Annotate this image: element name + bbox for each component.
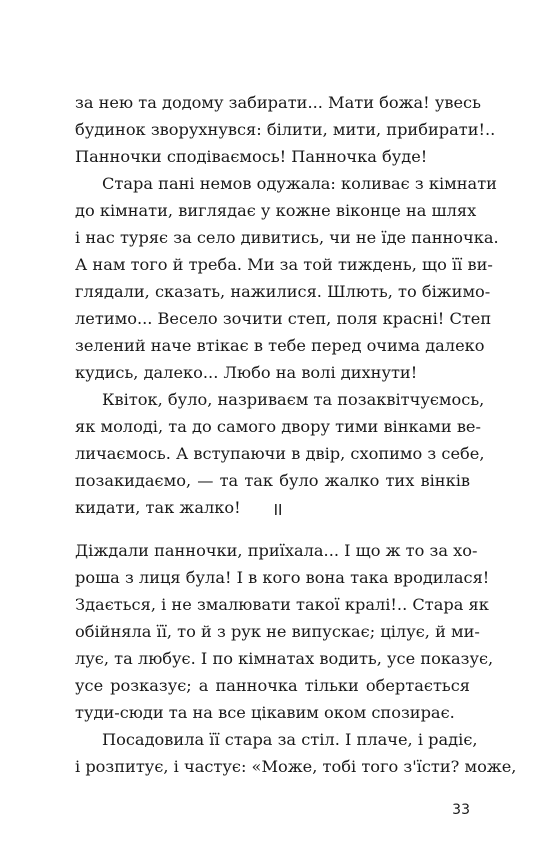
text-line: до кімнати, виглядає у кожне віконце на шлях: [75, 201, 477, 220]
text-line: кидати, так жалко!: [75, 498, 241, 517]
text-line: летимо... Весело зочити степ, поля красні! Степ: [75, 309, 492, 328]
text-line: як молоді, та до самого двору тими вінками ве-: [75, 417, 481, 436]
text-line: і розпитує, і частує: «Може, тобі того з'їсти? може,: [75, 757, 517, 776]
text-line: Стара пані немов одужала: коливає з кімнати: [102, 174, 497, 193]
text-line: і нас туряє за село дивитись, чи не їде панночка.: [75, 228, 499, 247]
text-line: лує, та любує. І по кімнатах водить, усе показує,: [75, 649, 494, 668]
text-line: А нам того й треба. Ми за той тиждень, що її ви-: [75, 255, 493, 274]
text-line: обійняла її, то й з рук не випускає; цілує, й ми-: [75, 622, 480, 641]
text-line: усе розказує; а панночка тільки обертається: [75, 676, 470, 695]
text-line: Панночки сподіваємось! Панночка буде!: [75, 147, 428, 166]
text-line: роша з лиця була! І в кого вона така вродилася!: [75, 568, 490, 587]
text-line: позакидаємо, — та так було жалко тих вінків: [75, 471, 470, 490]
page-number: 33: [452, 802, 470, 818]
text-line: Посадовила її стара за стіл. І плаче, і радіє,: [102, 730, 478, 749]
text-line: туди-сюди та на все цікавим оком спозирає.: [75, 703, 455, 722]
text-line: Діждали панночки, приїхала... І що ж то за хо-: [75, 541, 478, 560]
text-line: Квіток, було, назриваєм та позаквітчуємось,: [102, 390, 485, 409]
text-line: будинок зворухнувся: білити, мити, прибирати!..: [75, 120, 496, 139]
text-line: кудись, далеко... Любо на волі дихнути!: [75, 363, 418, 382]
text-line: Здається, і не змалювати такої кралі!.. Стара як: [75, 595, 489, 614]
text-line: зелений наче втікає в тебе перед очима далеко: [75, 336, 485, 355]
section-heading: II: [273, 501, 283, 519]
text-line: глядали, сказать, нажилися. Шлють, то біжимо-: [75, 282, 491, 301]
text-line: за нею та додому забирати... Мати божа! увесь: [75, 93, 481, 112]
text-line: личаємось. А вступаючи в двір, схопимо з себе,: [75, 444, 485, 463]
